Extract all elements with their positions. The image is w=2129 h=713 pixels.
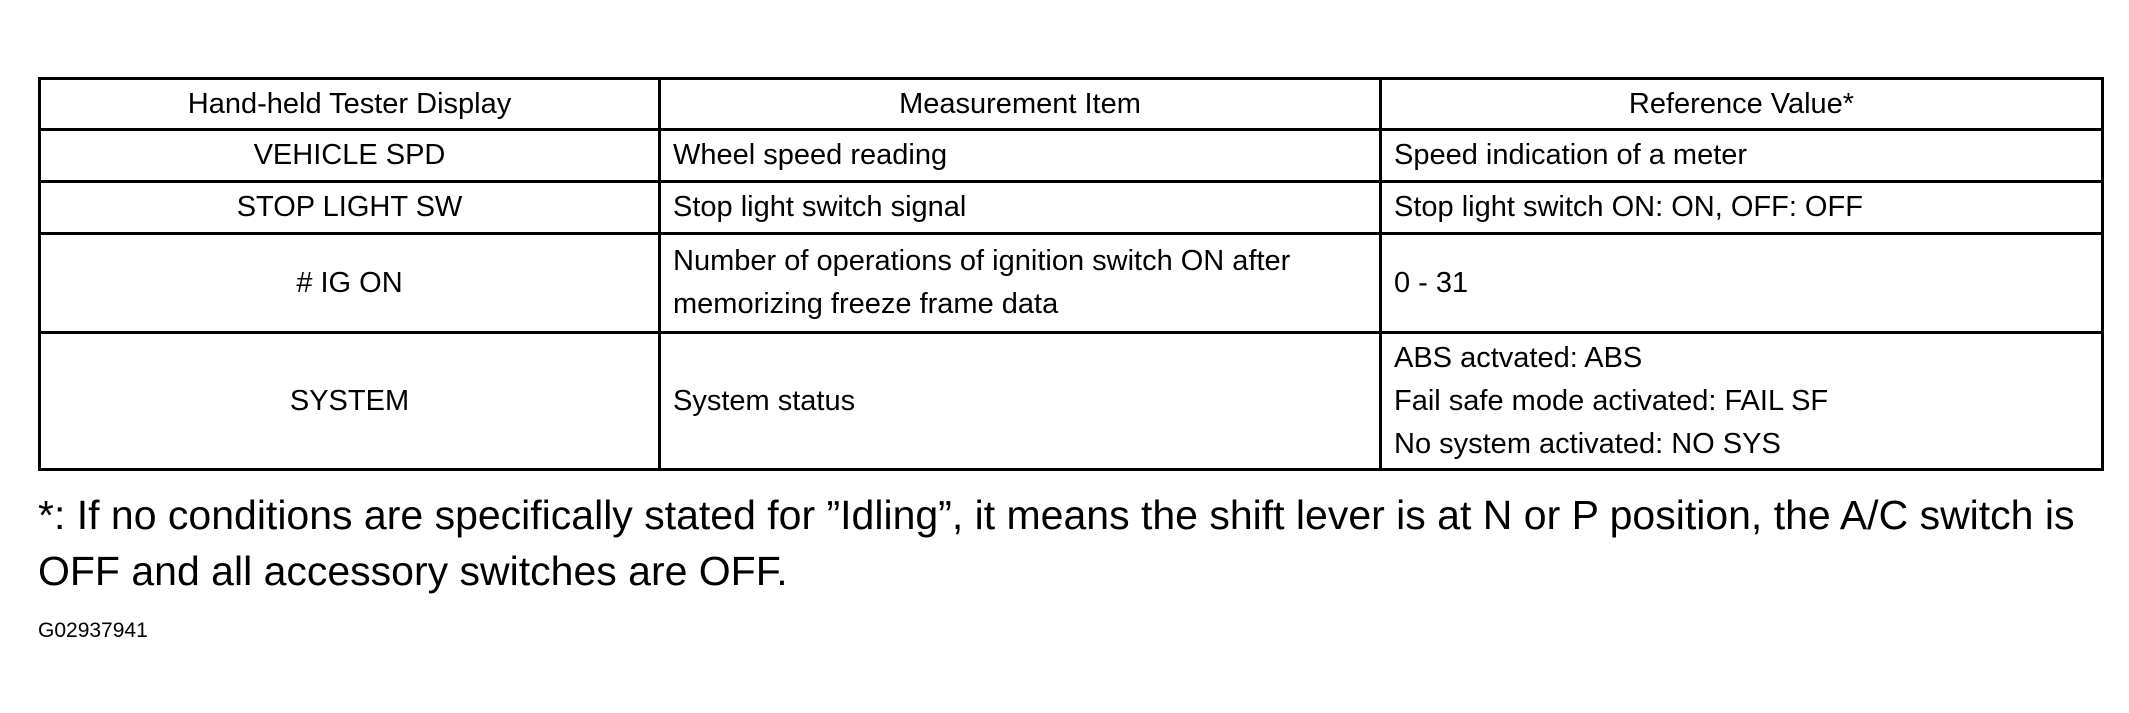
table-row (40, 234, 2103, 333)
reference-value-line: Speed indication of a meter (1394, 139, 1748, 171)
measurement-item-cell (660, 333, 1381, 470)
reference-value-cell (1381, 182, 2103, 234)
tester-display-cell: VEHICLE SPD (40, 130, 660, 182)
measurement-item-line: memorizing freeze frame data (673, 288, 1059, 320)
footnote: *: If no conditions are specifically stated for ”Idling”, it means the shift lever is at N or P position, the A/C switch is OFF and all accessory switches are OFF. (38, 492, 2075, 594)
reference-value-line: Fail safe mode activated: FAIL SF (1394, 384, 1829, 417)
reference-value-cell (1381, 130, 2103, 182)
header-measurement-item: Measurement Item (660, 79, 1381, 130)
tester-display-cell: STOP LIGHT SW (40, 182, 660, 234)
table-row (40, 182, 2103, 234)
reference-value-line: 0 - 31 (1394, 266, 1469, 299)
reference-value-cell (1381, 333, 2103, 470)
measurement-item-cell (660, 130, 1381, 182)
reference-value-line: No system activated: NO SYS (1394, 427, 1781, 460)
figure-id: G02937941 (38, 619, 148, 642)
tester-display-cell: # IG ON (40, 234, 660, 333)
reference-value-line: Stop light switch ON: ON, OFF: OFF (1394, 191, 1863, 223)
measurement-item-cell (660, 182, 1381, 234)
measurement-item-line: Number of operations of ignition switch ON after (673, 245, 1291, 277)
reference-table (38, 77, 2104, 471)
tester-display-cell: SYSTEM (40, 333, 660, 470)
header-tester-display: Hand-held Tester Display (40, 79, 660, 130)
measurement-item-line: Stop light switch signal (673, 191, 967, 223)
measurement-item-line: System status (673, 384, 856, 417)
table-row (40, 130, 2103, 182)
measurement-item-cell (660, 234, 1381, 333)
table-header-row (40, 79, 2103, 130)
header-reference-value: Reference Value* (1381, 79, 2103, 130)
measurement-item-line: Wheel speed reading (673, 139, 948, 171)
table-row (40, 333, 2103, 470)
reference-value-line: ABS actvated: ABS (1394, 341, 1643, 374)
reference-value-cell (1381, 234, 2103, 333)
